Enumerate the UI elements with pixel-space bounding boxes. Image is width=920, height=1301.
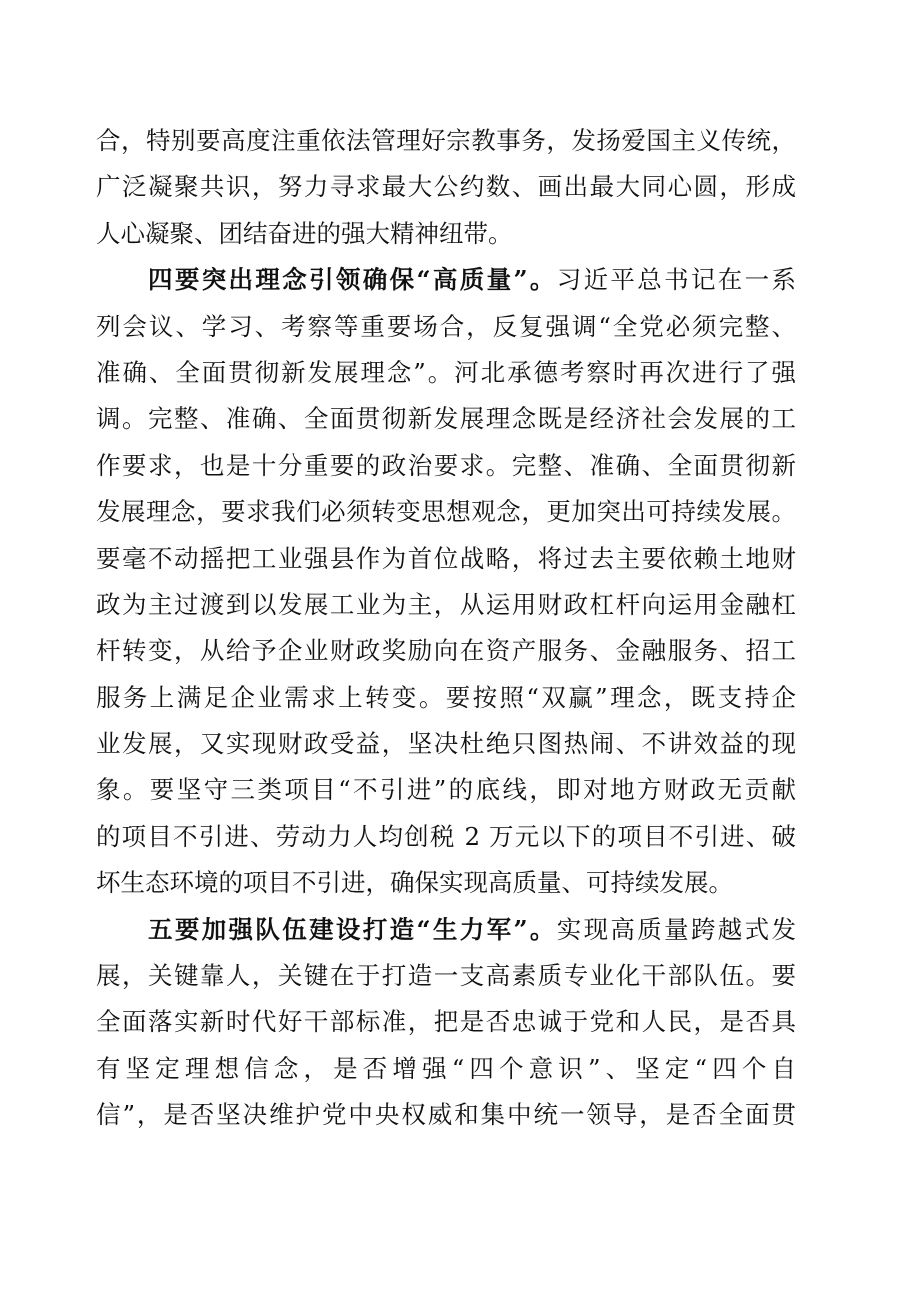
paragraph-2-line-6: 发展理念，要求我们必须转变思想观念，更加突出可持续发展。 <box>96 497 796 527</box>
paragraph-2-line-13: 的项目不引进、劳动力人均创税 2 万元以下的项目不引进、破 <box>96 821 796 851</box>
paragraph-2-line-14: 坏生态环境的项目不引进，确保实现高质量、可持续发展。 <box>96 868 733 898</box>
paragraph-3-line-3: 全面落实新时代好干部标准，把是否忠诚于党和人民，是否具 <box>96 1007 796 1037</box>
paragraph-3-line-4: 有坚定理想信念，是否增强“四个意识”、坚定“四个自 <box>96 1053 796 1083</box>
document-body <box>96 118 796 1139</box>
paragraph-3-line-2: 展，关键靠人，关键在于打造一支高素质专业化干部队伍。要 <box>96 961 796 991</box>
paragraph-2-line-9: 杆转变，从给予企业财政奖励向在资产服务、金融服务、招工 <box>96 636 796 666</box>
paragraph-3-line-1 <box>96 907 796 953</box>
paragraph-2-line-2: 列会议、学习、考察等重要场合，反复强调“全党必须完整、 <box>96 311 796 341</box>
paragraph-2-line-8: 政为主过渡到以发展工业为主，从运用财政杠杆向运用金融杠 <box>96 589 796 619</box>
paragraph-3-heading: 五要加强队伍建设打造“生力军”。 <box>148 914 557 944</box>
paragraph-2-line-11: 业发展，又实现财政受益，坚决杜绝只图热闹、不讲效益的现 <box>96 729 796 759</box>
paragraph-1-line-1: 合，特别要高度注重依法管理好宗教事务，发扬爱国主义传统， <box>96 126 796 155</box>
paragraph-3-line-1-text: 实现高质量跨越式发 <box>556 914 796 944</box>
paragraph-1-line-2: 广泛凝聚共识，努力寻求最大公约数、画出最大同心圆，形成 <box>96 172 796 202</box>
paragraph-2-line-7: 要毫不动摇把工业强县作为首位战略，将过去主要依赖土地财 <box>96 543 796 573</box>
paragraph-2-line-12: 象。要坚守三类项目“不引进”的底线，即对地方财政无贡献 <box>96 775 796 805</box>
paragraph-2-line-1 <box>96 257 796 303</box>
paragraph-2-heading: 四要突出理念引领确保“高质量”。 <box>148 265 557 295</box>
paragraph-1-line-3: 人心凝聚、团结奋进的强大精神纽带。 <box>96 218 513 248</box>
paragraph-3-line-5: 信”，是否坚决维护党中央权威和集中统一领导，是否全面贯 <box>96 1100 796 1130</box>
paragraph-2-line-4: 调。完整、准确、全面贯彻新发展理念既是经济社会发展的工 <box>96 404 796 434</box>
paragraph-2-line-1-text: 习近平总书记在一系 <box>556 265 796 295</box>
paragraph-2-line-5: 作要求，也是十分重要的政治要求。完整、准确、全面贯彻新 <box>96 450 796 480</box>
paragraph-2-line-3: 准确、全面贯彻新发展理念”。河北承德考察时再次进行了强 <box>96 357 796 387</box>
paragraph-2-line-10: 服务上满足企业需求上转变。要按照“双赢”理念，既支持企 <box>96 682 796 712</box>
